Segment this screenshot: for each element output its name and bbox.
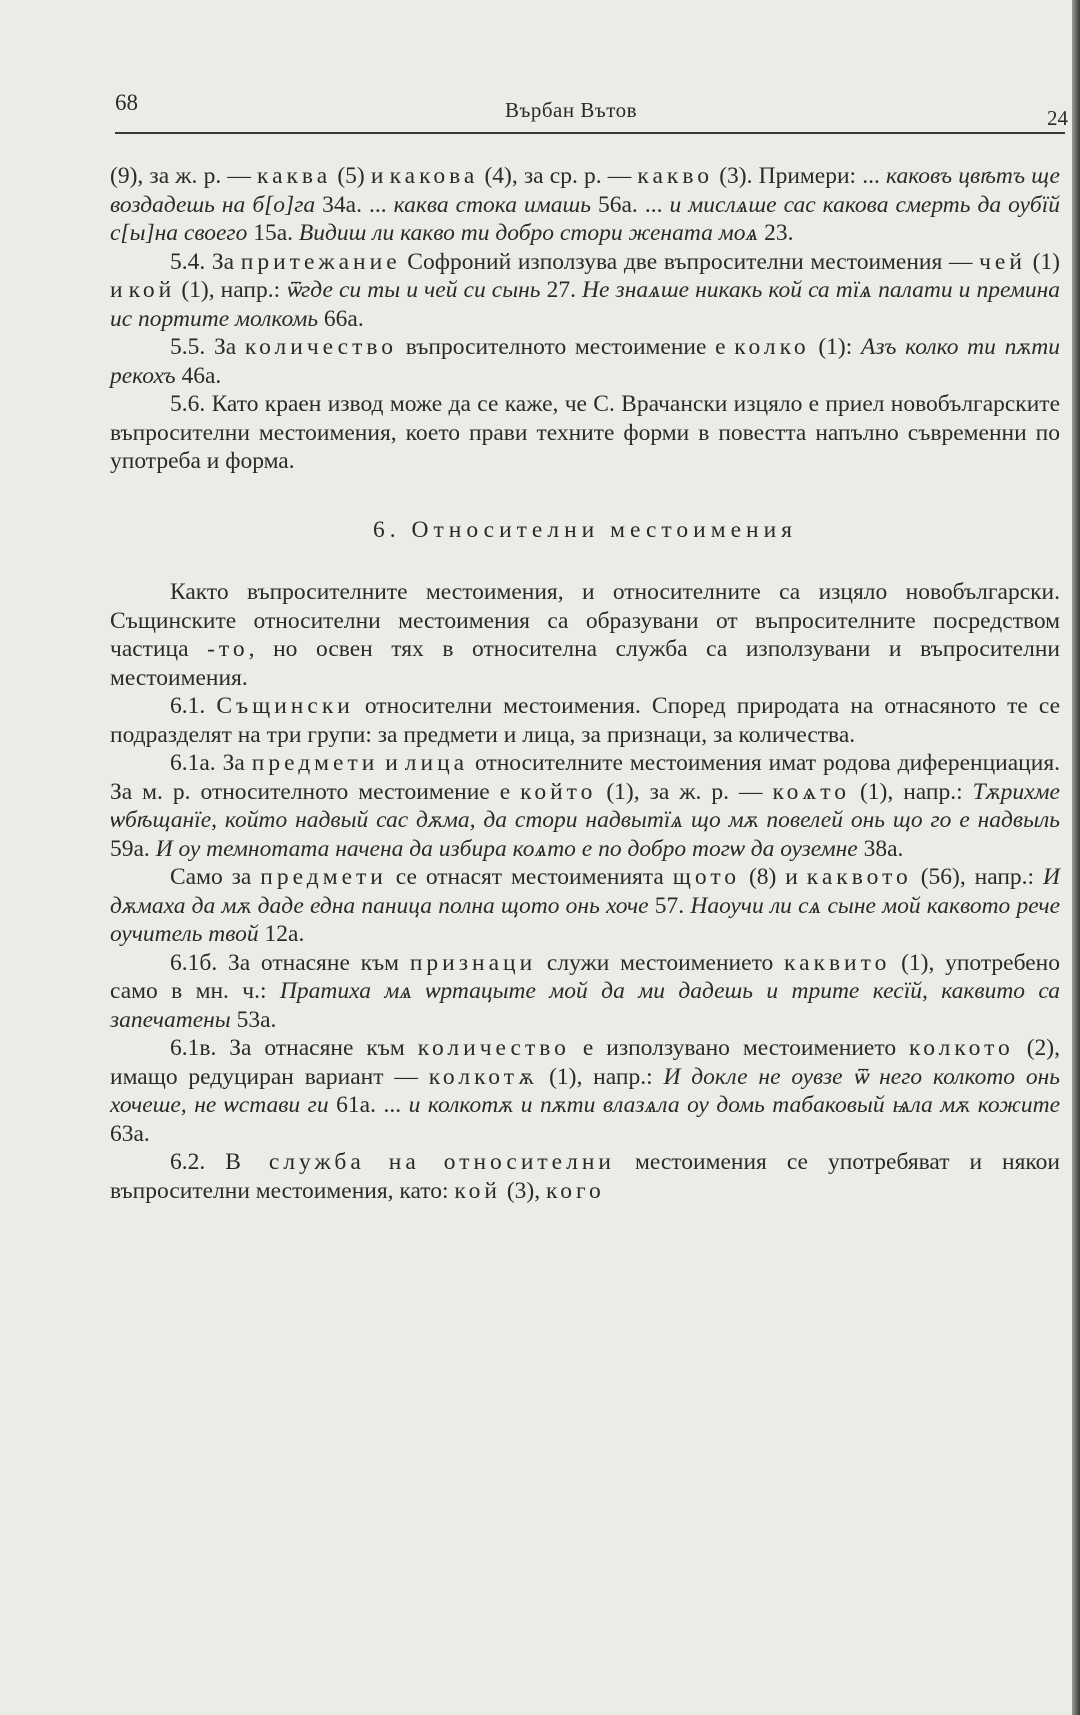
spaced-term: каквито (784, 949, 891, 976)
spaced-term: кой (128, 277, 176, 303)
text-run: въпросителното местоимение е (397, 334, 735, 360)
text-run: (56), напр.: (911, 864, 1044, 890)
spaced-term: В служба на относителни (225, 1149, 615, 1175)
spaced-term: който (520, 778, 597, 805)
italic-quote: Пратиха мѧ ѡртацыте мой да ми дадешь и трите кесїй, каквито са запечатены (110, 978, 1060, 1033)
spaced-term: колкотѫ (428, 1063, 539, 1090)
italic-quote: Азъ колко ти пѫти рекохъ (110, 334, 1060, 389)
spaced-term: щото (672, 864, 741, 890)
spaced-term: колко (734, 334, 810, 360)
text-run: (1), употребено само в мн. ч.: (110, 949, 1061, 1004)
text-run: е използувано местоимението (569, 1035, 910, 1061)
spaced-term: каква (257, 163, 332, 189)
text-run: (1) и (110, 248, 1060, 303)
italic-quote: каковъ цвѣтъ ще воздадешь на б[о]га (110, 163, 1060, 218)
italic-quote: И докле не оувзе ѿ него колкото онь хочеше, не ѡстави ги (110, 1063, 1060, 1118)
paragraph-5-6 (110, 390, 1060, 476)
italic-quote: Наоучи ли сѧ сыне мой каквото рече оучитель твой (110, 892, 1061, 947)
text-run: (2), имащо редуциран вариант — (110, 1035, 1061, 1090)
spaced-term: коѧто (772, 778, 850, 805)
running-title: Върбан Вътов (505, 98, 638, 122)
paragraph-6-intro (110, 578, 1060, 692)
paragraph-5-5 (110, 333, 1060, 390)
italic-quote: Видиш ли какво ти добро стори жената моѧ (298, 220, 759, 246)
text-run: (1), напр.: (538, 1063, 664, 1090)
text-run: 46а. (175, 362, 222, 389)
italic-quote: И дѫмаха да мѫ даде една паница полна щото онь хоче (110, 864, 1060, 919)
italic-quote: Тѫрихме ѡбѣщанїе, който надвый сас дѫма, да стори надвытїѧ що мѫ повелей онь що го е надвыль (110, 778, 1060, 833)
text-run: 27. (540, 277, 583, 303)
text-run: 59а. (110, 835, 156, 862)
page-edge (1072, 0, 1080, 1715)
text-run: 5.4. За (170, 248, 241, 275)
text-run: 5.5. За (170, 334, 245, 360)
paragraph-6-2 (110, 1148, 1060, 1205)
paragraph-6-1v (110, 1034, 1060, 1148)
section-heading-6 (110, 516, 1060, 545)
page-header (115, 88, 1068, 134)
spaced-term: количество (417, 1035, 570, 1061)
text-run: служи местоимението (536, 949, 785, 976)
text-run: относителни местоимения. Според природата на отнасяното те се подразделят на три групи: за предмети и лица, за признаци, за количества. (110, 693, 1061, 748)
text-run: 66а. (318, 305, 364, 332)
italic-quote: И оу темнотата начена да избира коѧто е по добро тогѡ да оуземне (155, 835, 858, 862)
text-run: (1), напр.: (175, 277, 287, 303)
text-run: 57. (648, 892, 691, 919)
spaced-term: каквото (806, 864, 912, 890)
text-run: 63а. (110, 1120, 150, 1147)
spaced-term: Същински (216, 693, 354, 719)
text-run: (3). Примери: ... (713, 163, 887, 189)
text-run: 5.6. Като краен извод може да се каже, че С. Врачански изцяло е приел новобългарските въпросителни местоимения, което прави техните форми в повестта напълно съвременни по употреба и форма. (110, 391, 1060, 474)
text-run: (3), (500, 1177, 546, 1204)
text-run: 6. Относителни местоимения (373, 516, 797, 543)
spaced-term: какова (389, 163, 479, 189)
text-run: , но освен тях в относителна служба са използувани и въпросителни местоимения. (110, 636, 1060, 691)
text-run: 6.1. (170, 693, 217, 719)
text-run: Софроний използува две въпросителни местоимения — (400, 248, 980, 275)
text-run: 6.1в. За отнасяне към (170, 1035, 418, 1061)
spaced-term: предмети (260, 864, 387, 890)
text-run: (1): (809, 334, 861, 360)
text-run: (9), за ж. р. — (110, 163, 258, 189)
text-run: се отнасят местоименията (386, 864, 673, 890)
spaced-term: кой (454, 1177, 501, 1204)
paragraph-6-1b (110, 949, 1060, 1035)
text-run: 23. (758, 220, 794, 246)
page-number: 68 (115, 90, 138, 115)
text-run: 61а. ... (328, 1092, 409, 1118)
text-run: 6.1б. За отнасяне към (170, 949, 410, 976)
text-run: относителните местоимения имат родова диференциация. За м. р. относителното местоимение е (110, 750, 1061, 805)
text-run: 38а. (857, 835, 904, 862)
text-run: (1), за ж. р. — (596, 778, 773, 805)
text-run: 53а. (230, 1006, 277, 1033)
text-run: 56а. ... (590, 191, 670, 218)
text-run: и (378, 750, 405, 776)
text-run: 6.1а. За (170, 750, 252, 776)
spaced-term: -то (207, 636, 249, 662)
italic-quote: и мислѧше сас какова смерть да оубїй с[ы]на своего (110, 191, 1060, 246)
spaced-term: какво (637, 163, 714, 189)
next-page-fragment: 24 (1047, 106, 1068, 130)
page-body (110, 162, 1060, 1205)
paragraph-6-1a (110, 749, 1060, 863)
paragraph-6-1a-cont (110, 863, 1060, 949)
italic-quote: каква стока имашь (393, 191, 591, 218)
text-run: 6.2. (170, 1149, 226, 1175)
text-run: Както въпросителните местоимения, и относителните са изцяло новобългарски. Същинските относителни местоимения са образувани от въпросителните посредством частица (110, 579, 1060, 662)
spaced-term: признаци (409, 949, 537, 976)
text-run: (1), напр.: (849, 778, 973, 805)
spaced-term: чей (979, 248, 1026, 275)
spaced-term: количество (244, 334, 398, 360)
text-run: 15а. (247, 220, 299, 246)
italic-quote: и колкотѫ и пѫти влазѧла оу домь табаковый ѩла мѫ кожите (408, 1092, 1061, 1118)
spaced-term: притежание (240, 248, 401, 275)
spaced-term: лица (404, 750, 469, 776)
spaced-term: кого (546, 1177, 605, 1204)
spaced-term: предмети (251, 750, 379, 776)
spaced-term: колкото (909, 1035, 1014, 1061)
text-run: (8) и (740, 864, 807, 890)
text-run: Само за (170, 864, 261, 890)
text-run: местоимения се употребяват и някои въпросителни местоимения, като: (110, 1149, 1060, 1204)
text-run: (4), за ср. р. — (478, 163, 638, 189)
text-run: (5) и (331, 163, 390, 189)
paragraph-cont-top (110, 162, 1060, 248)
italic-quote: Не знаѧше никакь кой са тїѧ палати и премина ис портите молкомь (110, 277, 1061, 332)
text-run: 34а. ... (315, 191, 394, 218)
italic-quote: ѿгде си ты и чей си сынь (286, 277, 541, 303)
paragraph-5-4 (110, 248, 1060, 334)
paragraph-6-1 (110, 692, 1060, 749)
header-rule (115, 132, 1065, 134)
text-run: 12а. (258, 921, 305, 947)
